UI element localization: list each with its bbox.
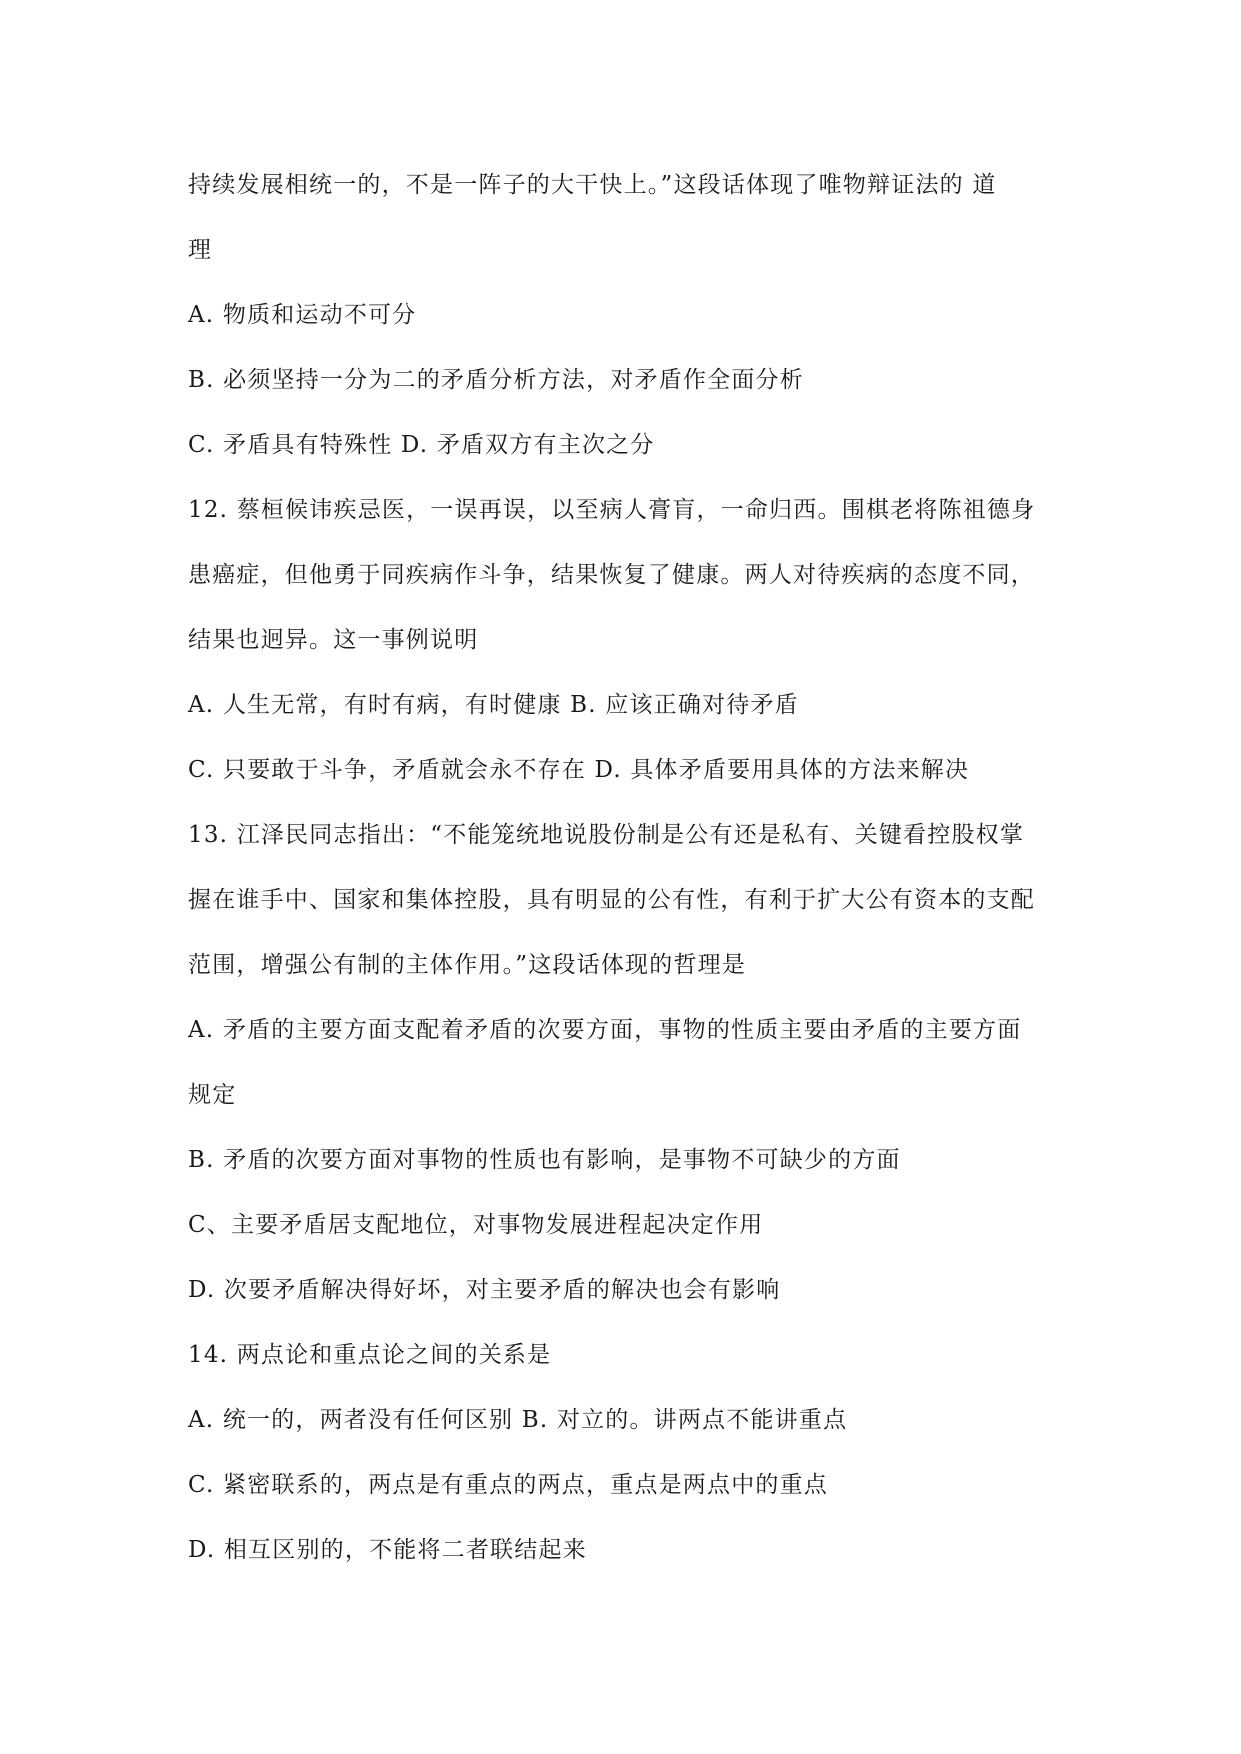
- q13-stem-line-3: 范围，增强公有制的主体作用。”这段话体现的哲理是: [188, 952, 747, 978]
- q11-stem-line-2: 理: [188, 237, 213, 263]
- q13-stem-line-1: 13. 江泽民同志指出：“不能笼统地说股份制是公有还是私有、关键看控股权掌: [188, 822, 1025, 848]
- q12-stem-line-1: 12. 蔡桓候讳疾忌医，一误再误，以至病人膏肓，一命归西。围棋老将陈祖德身: [188, 497, 1036, 523]
- q11-option-b: B. 必须坚持一分为二的矛盾分析方法，对矛盾作全面分析: [188, 367, 804, 393]
- q13-option-a-line-2: 规定: [188, 1082, 237, 1108]
- q11-stem-line-1: 持续发展相统一的，不是一阵子的大干快上。”这段话体现了唯物辩证法的 道: [188, 172, 997, 198]
- q13-option-b: B. 矛盾的次要方面对事物的性质也有影响，是事物不可缺少的方面: [188, 1147, 901, 1173]
- q13-option-a-line-1: A. 矛盾的主要方面支配着矛盾的次要方面，事物的性质主要由矛盾的主要方面: [188, 1017, 1022, 1043]
- q12-option-c-d: C. 只要敢于斗争，矛盾就会永不存在 D. 具体矛盾要用具体的方法来解决: [188, 757, 970, 783]
- q12-option-a-b: A. 人生无常，有时有病，有时健康 B. 应该正确对待矛盾: [188, 692, 799, 718]
- q12-stem-line-3: 结果也迥异。这一事例说明: [188, 627, 479, 653]
- q14-option-c: C. 紧密联系的，两点是有重点的两点，重点是两点中的重点: [188, 1472, 829, 1498]
- q11-option-c-d: C. 矛盾具有特殊性 D. 矛盾双方有主次之分: [188, 432, 655, 458]
- q12-stem-line-2: 患癌症，但他勇于同疾病作斗争，结果恢复了健康。两人对待疾病的态度不同，: [188, 562, 1035, 588]
- q11-option-a: A. 物质和运动不可分: [188, 302, 417, 328]
- q14-stem: 14. 两点论和重点论之间的关系是: [188, 1342, 552, 1368]
- q13-option-c: C、主要矛盾居支配地位，对事物发展进程起决定作用: [188, 1212, 764, 1238]
- q13-stem-line-2: 握在谁手中、国家和集体控股，具有明显的公有性，有利于扩大公有资本的支配: [188, 887, 1035, 913]
- q14-option-d: D. 相互区别的，不能将二者联结起来: [188, 1537, 587, 1563]
- q13-option-d: D. 次要矛盾解决得好坏，对主要矛盾的解决也会有影响: [188, 1277, 781, 1303]
- document-page: [188, 165, 1068, 1595]
- q14-option-a-b: A. 统一的，两者没有任何区别 B. 对立的。讲两点不能讲重点: [188, 1407, 848, 1433]
